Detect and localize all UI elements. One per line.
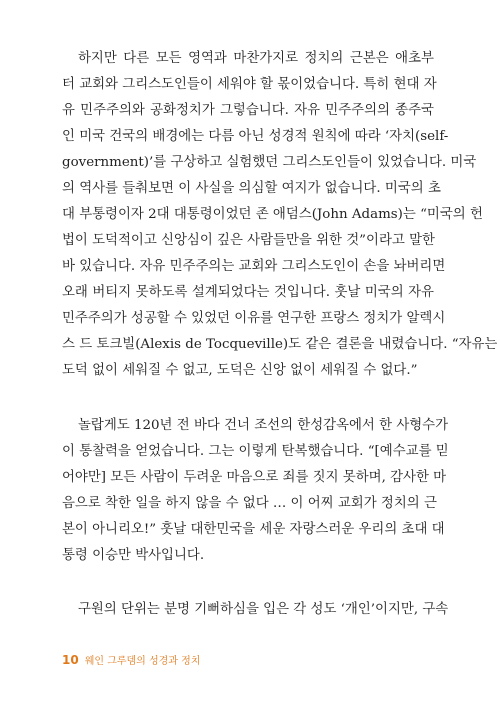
- text-line: 스 드 토크빌(Alexis de Tocqueville)도 같은 결론을 내렸습니다. “자유는: [62, 337, 498, 352]
- text-line: 하지만 다른 모든 영역과 마찬가지로 정치의 근본은 애초부: [78, 51, 434, 66]
- text-line: 유 민주주의와 공화정치가 그렇습니다. 자유 민주주의의 종주국: [62, 103, 434, 118]
- text-line: 터 교회와 그리스도인들이 세워야 할 몫이었습니다. 특히 현대 자: [62, 77, 437, 92]
- running-title: 웨인 그루뎀의 성경과 정치: [84, 656, 201, 667]
- text-line: 이 통찰력을 얻었습니다. 그는 이렇게 탄복했습니다. “[예수교를 믿: [62, 444, 449, 459]
- page-footer: [62, 652, 201, 667]
- text-line: 어야만] 모든 사람이 두려운 마음으로 죄를 짓지 못하며, 감사한 마: [62, 470, 447, 485]
- text-line: 통령 이승만 박사입니다.: [62, 548, 205, 563]
- text-line: 민주주의가 성공할 수 있었던 이유를 연구한 프랑스 정치가 알렉시: [62, 311, 446, 326]
- text-line: 대 부통령이자 2대 대통령이었던 존 애덤스(John Adams)는 “미국의 헌: [62, 207, 483, 222]
- text-line: 음으로 착한 일을 하지 않을 수 없다 … 이 어찌 교회가 정치의 근: [62, 496, 437, 511]
- text-line: 본이 아니리오!” 훗날 대한민국을 세운 자랑스러운 우리의 초대 대: [62, 522, 445, 537]
- text-line: 인 미국 건국의 배경에는 다름 아닌 성경적 원칙에 따라 ‘자치(self-: [62, 129, 449, 144]
- text-line: 놀랍게도 120년 전 바다 건너 조선의 한성감옥에서 한 사형수가: [78, 418, 449, 433]
- text-line: 구원의 단위는 분명 기뻐하심을 입은 각 성도 ‘개인’이지만, 구속: [78, 602, 449, 617]
- text-line: 오래 버티지 못하도록 설계되었다는 것입니다. 훗날 미국의 자유: [62, 285, 434, 300]
- text-line: 바 있습니다. 자유 민주주의는 교회와 그리스도인이 손을 놔버리면: [62, 259, 446, 274]
- text-line: 도덕 없이 세워질 수 없고, 도덕은 신앙 없이 세워질 수 없다.”: [62, 363, 418, 378]
- text-line: 의 역사를 들춰보면 이 사실을 의심할 여지가 없습니다. 미국의 초: [62, 181, 441, 196]
- text-line: government)’를 구상하고 실험했던 그리스도인들이 있었습니다. 미국: [62, 155, 477, 170]
- page-number: 10: [62, 653, 79, 667]
- text-line: 법이 도덕적이고 신앙심이 깊은 사람들만을 위한 것”이라고 말한: [62, 233, 435, 248]
